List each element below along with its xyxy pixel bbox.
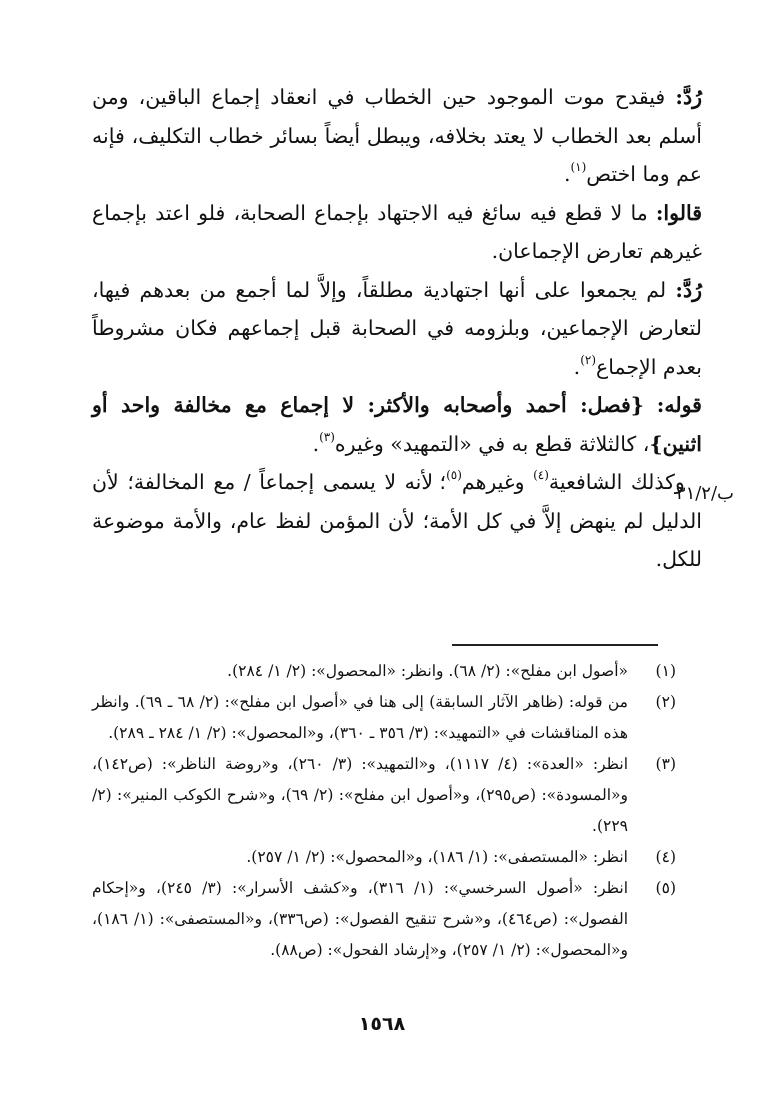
footnote-number: (١) [655,662,676,680]
footnote-5 [92,873,676,966]
manuscript-folio-reference: ب/٣١/٢ [675,483,734,504]
footnote-divider [452,644,658,646]
paragraph-text: ؛ لأنه لا يسمى إجماعاً / مع المخالفة؛ لأن الدليل لم ينهض إلاَّ في كل الأمة؛ لأن المؤمن لفظ عام، والأمة موضوعة للكل. [92,470,702,571]
footnote-marker[interactable]: (٤) [533,468,549,483]
footnote-number: (٤) [655,848,676,866]
footnote-1 [92,656,676,687]
footnote-2 [92,687,676,749]
paragraph-text: لم يجمعوا على أنها اجتهادية مطلقاً، وإلاَّ لما أجمع من بعدهم فيها، لتعارض الإجماعين، وبلزومه في الصحابة قبل إجماعهم فكان مشروطاً بعدم الإجماع [92,277,702,379]
paragraph-5 [92,463,702,579]
paragraph-lead: قوله: [656,393,702,417]
footnote-text: انظر: «أصول السرخسي»: (١/ ٣١٦)، و«كشف الأسرار»: (٣/ ٢٤٥)، و«إحكام الفصول»: (ص٤٦٤)، و«شرح تنقيح الفصول»: (ص٣٣٦)، و«المستصفى»: (١/ ١٨٦)، و«المحصول»: (٢/ ١/ ٢٥٧)، و«إرشاد الفحول»: (ص٨٨). [92,879,629,959]
paragraph-end: . [563,162,571,186]
paragraph-text: وغيرهم [461,470,534,494]
paragraph-2 [92,194,702,271]
footnote-number: (٣) [655,755,676,773]
footnote-number: (٥) [655,879,676,897]
paragraph-text: وكذلك الشافعية [548,470,685,494]
paragraph-3 [92,271,702,387]
footnote-marker[interactable]: (٣) [319,429,335,444]
footnote-number: (٢) [655,693,676,711]
footnote-text: انظر: «المستصفى»: (١/ ١٨٦)، و«المحصول»: (٢/ ١/ ٢٥٧). [246,848,628,866]
paragraph-lead: رُدَّ: [675,277,702,302]
footnote-text: انظر: «العدة»: (٤/ ١١١٧)، و«التمهيد»: (٣/ ٢٦٠)، و«روضة الناظر»: (ص١٤٢)، و«المسودة»: (ص٢٩٥)، و«أصول ابن مفلح»: (٢/ ٦٩)، و«شرح الكوكب المنير»: (٢/ ٢٢٩). [92,755,628,835]
paragraph-text: ما لا قطع فيه سائغ فيه الاجتهاد بإجماع الصحابة، فلو اعتد بإجماع غيرهم تعارض الإجماعان. [92,200,702,263]
paragraph-text: ، كالثلاثة قطع به في «التمهيد» وغيره [334,431,650,456]
footnote-text: «أصول ابن مفلح»: (٢/ ٦٨). وانظر: «المحصول»: (٢/ ١/ ٢٨٤). [227,662,628,680]
footnote-text: من قوله: (ظاهر الآثار السابقة) إلى هنا في «أصول ابن مفلح»: (٢/ ٦٨ ـ ٦٩). وانظر هذه المناقشات في «التمهيد»: (٣/ ٣٥٦ ـ ٣٦٠)، و«المحصول»: (٢/ ١/ ٢٨٤ ـ ٢٨٩). [92,693,628,742]
footnote-marker[interactable]: (١) [570,160,587,175]
paragraph-lead: رُدَّ: [675,85,702,109]
main-text [92,78,702,579]
paragraph-text: فيقدح موت الموجود حين الخطاب في انعقاد إجماع الباقين، ومن أسلم بعد الخطاب لا يعتد بخلافه، ويبطل أيضاً بسائر خطاب التكليف، فإنه عم وما اختص [92,85,702,186]
footnote-4 [92,842,676,873]
footnote-3 [92,749,676,842]
paragraph-end: . [573,354,581,379]
page-number: ١٥٦٨ [358,1013,406,1035]
paragraph-end: . [312,431,320,456]
footnote-marker[interactable]: (٢) [580,352,597,367]
paragraph-lead: قالوا: [655,200,702,225]
footnote-marker[interactable]: (٥) [446,468,462,483]
paragraph-1 [92,78,702,194]
footnotes-section [92,656,676,966]
quoted-matn: {فصل: أحمد وأصحابه والأكثر: لا إجماع مع مخالفة واحد أو اثنين} [92,393,702,456]
paragraph-4 [92,386,702,463]
